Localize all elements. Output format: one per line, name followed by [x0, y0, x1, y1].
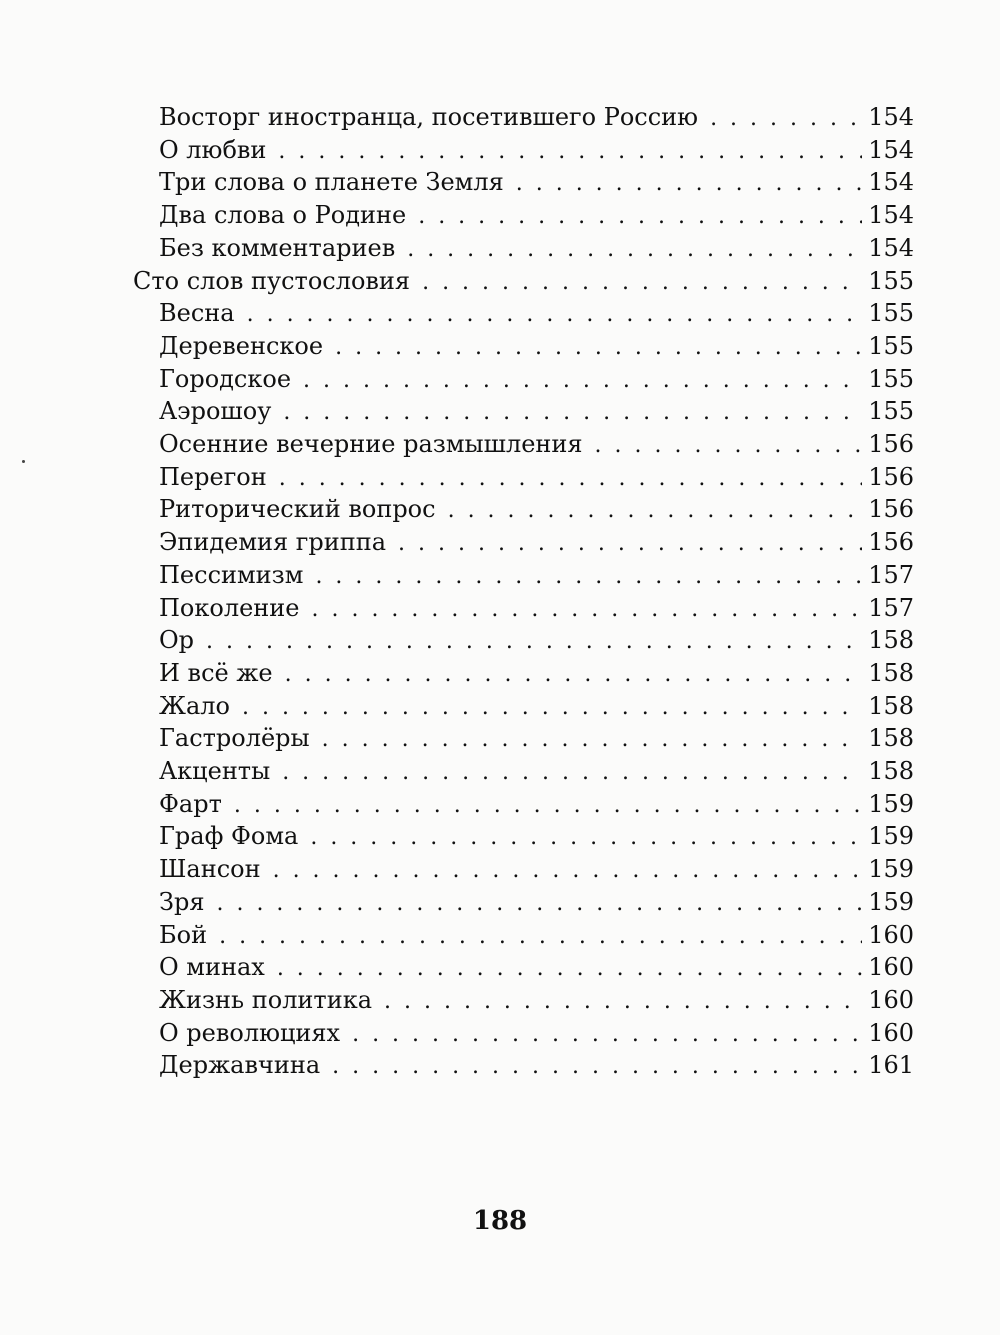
toc-entry-title: И всё же	[159, 658, 273, 687]
toc-entry-title: О любви	[159, 135, 267, 164]
toc-entry-page: 157	[868, 560, 914, 589]
toc-entry	[159, 886, 914, 918]
toc-entry	[159, 919, 914, 951]
toc-entry-title: Восторг иностранца, посетившего Россию	[159, 103, 699, 131]
toc-leader-dots	[332, 1051, 862, 1083]
toc-entry	[159, 166, 914, 198]
toc-entry-page: 159	[868, 822, 914, 851]
toc-entry-page: 155	[868, 364, 914, 393]
toc-leader-dots	[219, 921, 862, 953]
toc-leader-dots	[311, 594, 862, 626]
toc-entry-page: 156	[868, 528, 914, 557]
toc-entry-page: 158	[868, 626, 914, 655]
toc-entry-title: Бой	[159, 920, 208, 949]
toc-leader-dots	[398, 528, 862, 560]
toc-entry	[159, 755, 914, 787]
toc-leader-dots	[285, 659, 863, 691]
toc-entry-title: Без комментариев	[159, 233, 396, 262]
toc-leader-dots	[422, 267, 862, 299]
toc-entry	[159, 232, 914, 264]
toc-entry-title: Городское	[159, 364, 292, 393]
page-number: 188	[472, 1206, 528, 1236]
toc-leader-dots	[242, 692, 862, 724]
toc-entry-title: Два слова о Родине	[159, 201, 407, 230]
toc-entry-title: Весна	[159, 299, 235, 328]
toc-entry-title: Зря	[159, 887, 205, 916]
toc-entry-title: О революциях	[159, 1018, 341, 1047]
toc-entry-page: 155	[868, 266, 914, 295]
toc-entry	[159, 853, 914, 885]
toc-entry	[159, 461, 914, 493]
toc-entry-title: Аэрошоу	[159, 397, 272, 426]
toc-entry	[159, 690, 914, 722]
toc-entry-page: 154	[868, 233, 914, 262]
toc-entry-page: 154	[868, 135, 914, 164]
toc-entry-page: 154	[868, 201, 914, 230]
toc-leader-dots	[247, 299, 863, 331]
toc-entry-page: 158	[868, 658, 914, 687]
toc-leader-dots	[710, 103, 862, 135]
toc-entry	[159, 395, 914, 427]
paper-speck	[22, 460, 25, 463]
toc-leader-dots	[418, 201, 862, 233]
toc-leader-dots	[448, 495, 863, 527]
toc-entry-page: 156	[868, 462, 914, 491]
toc-entry	[159, 199, 914, 231]
toc-entry	[159, 951, 914, 983]
toc-leader-dots	[216, 888, 862, 920]
toc-entry	[159, 493, 914, 525]
toc-entry-page: 158	[868, 757, 914, 785]
toc-entry	[159, 559, 914, 591]
toc-entry-title: Фарт	[159, 789, 222, 818]
toc-entry-page: 155	[868, 299, 914, 328]
toc-leader-dots	[277, 953, 862, 985]
toc-entry-title: Поколение	[159, 593, 300, 622]
toc-entry	[159, 984, 914, 1016]
toc-entry-title: Граф Фома	[159, 822, 299, 851]
toc-entry-title: Три слова о планете Земля	[159, 168, 504, 197]
toc-entry-title: Осенние вечерние размышления	[159, 430, 583, 458]
toc-entry-title: Перегон	[159, 462, 267, 491]
toc-leader-dots	[352, 1019, 862, 1051]
toc-leader-dots	[278, 136, 862, 168]
toc-entry	[159, 1049, 914, 1081]
toc-entry-page: 159	[868, 789, 914, 818]
toc-leader-dots	[384, 986, 862, 1018]
toc-entry	[159, 330, 914, 362]
toc-entry	[159, 722, 914, 754]
toc-entry-page: 154	[868, 168, 914, 197]
toc-entry-page: 160	[868, 953, 914, 982]
toc-entry	[159, 363, 914, 395]
toc-leader-dots	[407, 234, 862, 266]
toc-entry	[159, 297, 914, 329]
toc-leader-dots	[282, 757, 862, 789]
toc-leader-dots	[315, 561, 862, 593]
toc-entry-page: 157	[868, 593, 914, 622]
toc-leader-dots	[322, 724, 863, 756]
toc-leader-dots	[310, 822, 862, 854]
toc-entry	[159, 134, 914, 166]
toc-entry-page: 155	[868, 397, 914, 426]
toc-entry-page: 159	[868, 887, 914, 916]
toc-leader-dots	[595, 430, 863, 462]
toc-entry	[159, 1017, 914, 1049]
toc-entry	[133, 265, 914, 297]
toc-entry-title: Деревенское	[159, 331, 324, 360]
toc-entry-title: Пессимизм	[159, 560, 304, 589]
toc-leader-dots	[206, 626, 862, 658]
toc-leader-dots	[283, 397, 862, 429]
toc-leader-dots	[273, 855, 863, 887]
toc-leader-dots	[516, 168, 862, 200]
toc-entry	[159, 101, 914, 133]
toc-entry-title: О минах	[159, 953, 265, 982]
toc-entry-title: Жизнь политика	[159, 985, 373, 1014]
toc-entry-page: 158	[868, 724, 914, 753]
toc-entry	[159, 657, 914, 689]
toc-entry-page: 156	[868, 430, 914, 458]
toc-entry-page: 154	[868, 103, 914, 131]
toc-entry-title: Риторический вопрос	[159, 495, 436, 524]
toc-entry-page: 155	[868, 331, 914, 360]
toc-entry	[159, 526, 914, 558]
toc-entry-title: Ор	[159, 626, 195, 655]
toc-entry-title: Сто слов пустословия	[133, 266, 411, 295]
toc-entry-title: Шансон	[159, 855, 261, 884]
toc-entry-page: 159	[868, 855, 914, 884]
toc-entry-title: Гастролёры	[159, 724, 310, 753]
toc-entry-page: 161	[868, 1051, 914, 1080]
toc-entry	[159, 820, 914, 852]
toc-entry-page: 160	[868, 1018, 914, 1047]
toc-entry-title: Эпидемия гриппа	[159, 528, 387, 557]
toc-entry	[159, 428, 914, 460]
toc-entry-page: 158	[868, 691, 914, 720]
toc-leader-dots	[234, 790, 862, 822]
toc-leader-dots	[279, 463, 862, 495]
toc-entry	[159, 624, 914, 656]
toc-entry	[159, 788, 914, 820]
toc-entry-page: 160	[868, 985, 914, 1014]
toc-entry-page: 156	[868, 495, 914, 524]
toc-entry-title: Жало	[159, 691, 230, 720]
toc-leader-dots	[335, 332, 862, 364]
toc-entry	[159, 592, 914, 624]
toc-leader-dots	[303, 365, 862, 397]
toc-entry-title: Державчина	[159, 1051, 321, 1080]
toc-entry-title: Акценты	[159, 757, 271, 785]
toc-entry-page: 160	[868, 920, 914, 949]
